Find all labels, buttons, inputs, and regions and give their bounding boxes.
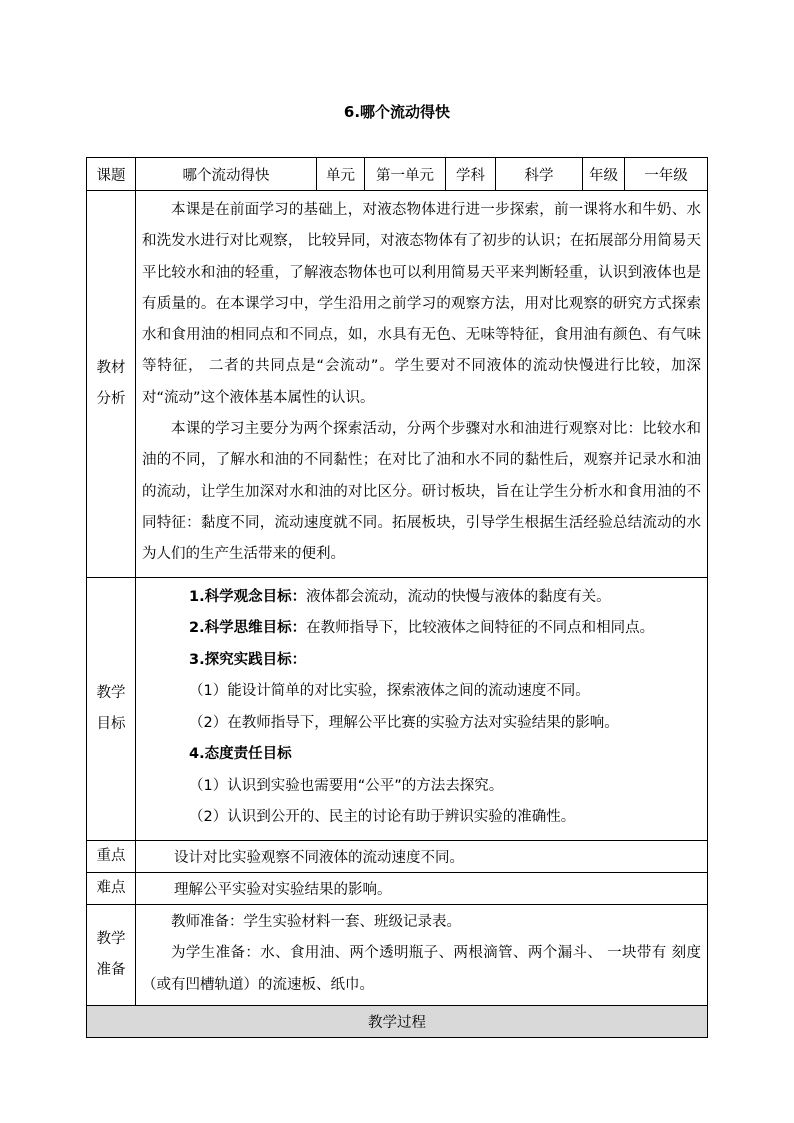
subject-label: 学科 xyxy=(446,158,496,191)
document-title: 6.哪个流动得快 xyxy=(343,103,451,121)
teacher-preparation: 教师准备：学生实验材料一套、班级记录表。 xyxy=(171,913,461,930)
lesson-plan-table xyxy=(86,157,708,1038)
analysis-label: 教材 分析 xyxy=(87,191,136,578)
analysis-content xyxy=(136,191,708,578)
key-point-label: 重点 xyxy=(87,840,136,872)
goal-2: 2.科学思维目标：在教师指导下，比较液体之间特征的不同点和相同点。 xyxy=(189,620,655,637)
header-row xyxy=(87,158,708,191)
student-preparation: 为学生准备：水、食用油、两个透明瓶子、两根滴管、两个漏斗、 一块带有 刻度（或有凹槽轨道）的流速板、纸巾。 xyxy=(142,945,701,993)
grade-value: 一年级 xyxy=(625,158,708,191)
difficulty-text: 理解公平实验对实验结果的影响。 xyxy=(136,872,708,904)
process-row xyxy=(87,1006,708,1038)
goals-content xyxy=(136,577,708,840)
analysis-paragraph: 本课是在前面学习的基础上，对液态物体进行进一步探索，前一课将水和牛奶、水和洗发水进行对比观察， 比较异同，对液态物体有了初步的认识；在拓展部分用简易天平比较水和油的轻重，了解液态物体也可以利用简易天平来判断轻重，认识到液体也是有质量的。在本课学习中，学生沿用之前学习的观察方法，用对比观察的研究方式探索水和食用油的相同点和不同点，如，水具有无色、无味等特征，食用油有颜色、有气味等特征， 二者的共同点是“会流动”。学生要对不同液体的流动快慢进行比较，加深对“流动”这个液体基本属性的认识。 xyxy=(142,202,701,406)
key-point-row xyxy=(87,840,708,872)
difficulty-label: 难点 xyxy=(87,872,136,904)
grade-label: 年级 xyxy=(583,158,625,191)
course-value: 哪个流动得快 xyxy=(136,158,317,191)
goal-4-item: （2）认识到公开的、民主的讨论有助于辨识实验的准确性。 xyxy=(189,809,576,826)
goal-3-item: （1）能设计简单的对比实验，探索液体之间的流动速度不同。 xyxy=(189,683,590,700)
goal-3-title: 3.探究实践目标： xyxy=(189,651,307,668)
preparation-label: 教学 准备 xyxy=(87,904,136,1006)
difficulty-row xyxy=(87,872,708,904)
unit-label: 单元 xyxy=(317,158,365,191)
key-point-text: 设计对比实验观察不同液体的流动速度不同。 xyxy=(136,840,708,872)
process-header: 教学过程 xyxy=(87,1006,708,1038)
analysis-paragraph: 本课的学习主要分为两个探索活动，分两个步骤对水和油进行观察对比：比较水和油的不同，了解水和油的不同黏性；在对比了油和水不同的黏性后，观察并记录水和油的流动，让学生加深对水和油的对比区分。研讨板块，旨在让学生分析水和食用油的不同特征：黏度不同，流动速度就不同。拓展板块，引导学生根据生活经验总结流动的水为人们的生产生活带来的便利。 xyxy=(142,421,701,563)
preparation-row xyxy=(87,904,708,1006)
subject-value: 科学 xyxy=(496,158,583,191)
preparation-content xyxy=(136,904,708,1006)
goals-label: 教学 目标 xyxy=(87,577,136,840)
goal-1: 1.科学观念目标：液体都会流动，流动的快慢与液体的黏度有关。 xyxy=(189,588,611,605)
goal-4-title: 4.态度责任目标 xyxy=(189,746,292,763)
goal-4-item: （1）认识到实验也需要用“公平”的方法去探究。 xyxy=(189,777,504,794)
goal-3-item: （2）在教师指导下，理解公平比赛的实验方法对实验结果的影响。 xyxy=(189,714,619,731)
goals-row xyxy=(87,577,708,840)
course-label: 课题 xyxy=(87,158,136,191)
unit-value: 第一单元 xyxy=(365,158,446,191)
analysis-row xyxy=(87,191,708,578)
